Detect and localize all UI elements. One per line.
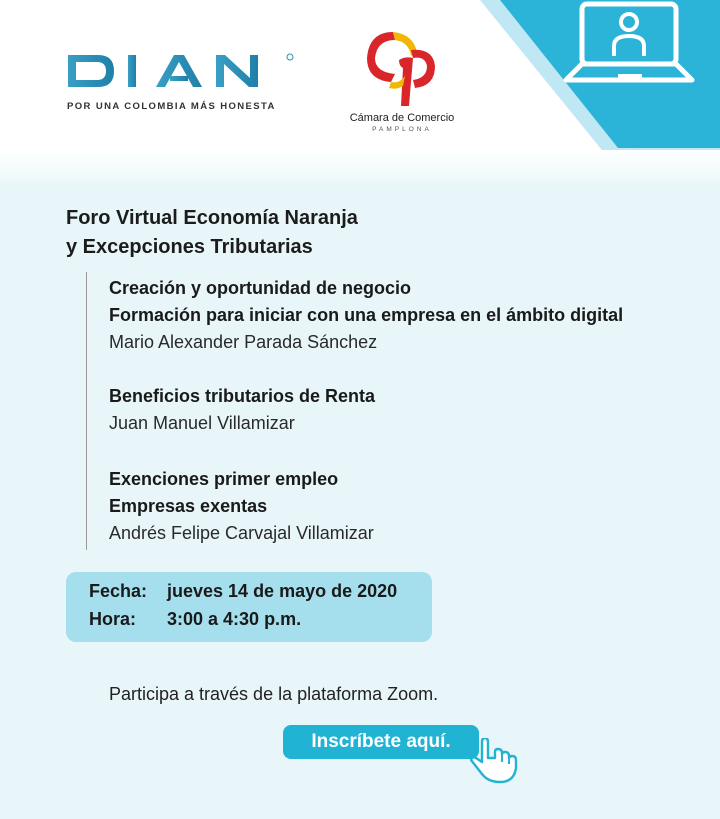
pointing-hand-icon[interactable] <box>468 738 524 786</box>
date-row <box>89 581 397 602</box>
time-label: Hora: <box>89 609 137 629</box>
event-title-line2: y Excepciones Tributarias <box>66 236 313 258</box>
talk-topic: Creación y oportunidad de negocio <box>109 278 412 298</box>
platform-text: Participa a través de la plataforma Zoom. <box>109 684 439 704</box>
dian-logo <box>66 52 298 90</box>
time-value: 3:00 a 4:30 p.m. <box>167 609 302 629</box>
dian-tagline: POR UNA COLOMBIA MÁS HONESTA <box>67 101 276 112</box>
talk-item <box>109 383 375 437</box>
camara-city: PAMPLONA <box>372 126 432 133</box>
talk-topic: Exenciones primer empleo <box>109 469 339 489</box>
camara-name: Cámara de Comercio <box>349 112 455 124</box>
event-title-line1: Foro Virtual Economía Naranja <box>66 207 358 229</box>
divider-line <box>86 272 87 550</box>
talk-topic: Beneficios tributarios de Renta <box>109 386 376 406</box>
date-value: jueves 14 de mayo de 2020 <box>167 581 398 601</box>
laptop-user-icon <box>560 0 696 100</box>
time-row <box>89 609 301 630</box>
talk-speaker: Andrés Felipe Carvajal Villamizar <box>109 523 374 543</box>
talk-topic: Empresas exentas <box>109 496 268 516</box>
talk-topic: Formación para iniciar con una empresa en el ámbito digital <box>109 305 624 325</box>
date-label: Fecha: <box>89 581 148 601</box>
camara-logo <box>355 26 445 108</box>
talk-item <box>109 466 374 547</box>
talk-item <box>109 275 623 356</box>
talk-speaker: Juan Manuel Villamizar <box>109 413 295 433</box>
event-title <box>66 204 358 262</box>
talk-speaker: Mario Alexander Parada Sánchez <box>109 332 378 352</box>
register-button[interactable]: Inscríbete aquí. <box>283 725 479 759</box>
